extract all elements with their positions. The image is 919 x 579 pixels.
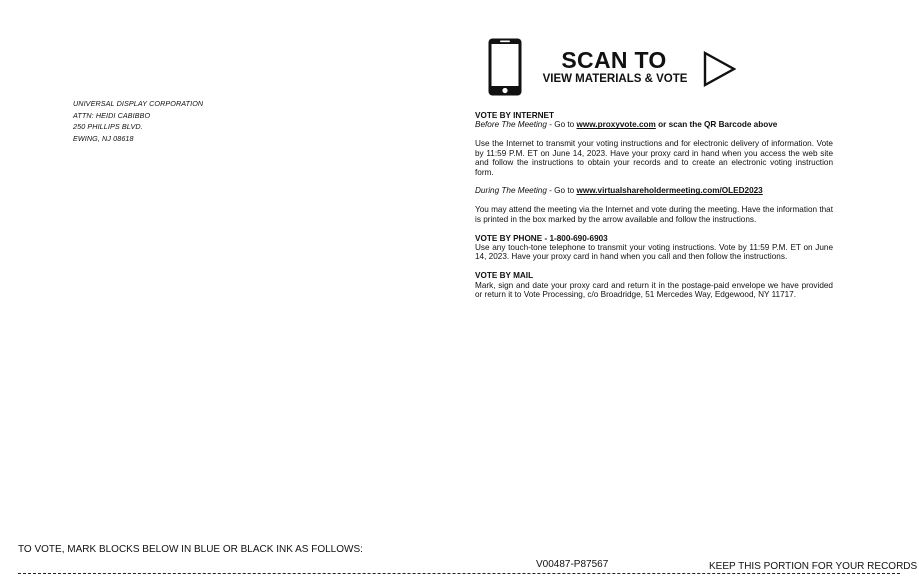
before-meeting-goto: - Go to [546, 120, 577, 130]
during-meeting-body: You may attend the meeting via the Internet and vote during the meeting. Have the information that is printed in the box marked by the arrow available and follow the instructions. [475, 205, 833, 224]
keep-portion-text: KEEP THIS PORTION FOR YOUR RECORDS [709, 561, 918, 572]
address-line-street: 250 PHILLIPS BLVD. [73, 122, 143, 131]
detach-line [18, 573, 900, 574]
proxyvote-link[interactable]: www.proxyvote.com [576, 120, 656, 130]
play-arrow-icon [703, 51, 736, 87]
internet-body: Use the Internet to transmit your voting instructions and for electronic delivery of information. Vote by 11:59 P.M. ET on June 14, 2023. Have your proxy card in hand when you access the web site and follow the instructions to obtain your records and to create an electronic voting instruction form. [475, 139, 833, 177]
voting-instructions [475, 111, 833, 300]
before-meeting-line [475, 120, 833, 129]
during-meeting-label: During The Meeting [475, 186, 547, 196]
during-meeting-goto: - Go to [546, 186, 577, 196]
smartphone-icon [487, 37, 523, 97]
address-line-company: UNIVERSAL DISPLAY CORPORATION [73, 99, 204, 108]
address-line-attn: ATTN: HEIDI CABIBBO [73, 110, 151, 120]
address-line-city: EWING, NJ 08618 [73, 133, 134, 143]
before-meeting-label: Before The Meeting [475, 120, 547, 130]
mail-heading: VOTE BY MAIL [475, 271, 534, 281]
internet-heading: VOTE BY INTERNET [475, 111, 555, 120]
vote-marking-instruction: TO VOTE, MARK BLOCKS BELOW IN BLUE OR BLACK INK AS FOLLOWS: [18, 544, 363, 555]
return-address [73, 98, 203, 144]
mail-body: Mark, sign and date your proxy card and return it in the postage-paid envelope we have provided or return it to Vote Processing, c/o Broadridge, 51 Mercedes Way, Edgewood, NY 11717. [475, 280, 833, 300]
phone-body: Use any touch-tone telephone to transmit your voting instructions. Vote by 11:59 P.M. ET on June 14, 2023. Have your proxy card in hand when you call and then follow the instructions. [475, 243, 833, 262]
before-meeting-suffix: or scan the QR Barcode above [655, 120, 778, 130]
control-number: V00487-P87567 [536, 559, 609, 570]
phone-heading: VOTE BY PHONE - 1-800-690-6903 [475, 233, 608, 243]
virtual-meeting-link[interactable]: www.virtualshareholdermeeting.com/OLED2023 [576, 186, 763, 196]
scan-title: SCAN TO [561, 47, 667, 73]
during-meeting-line [475, 186, 833, 195]
scan-subtitle: VIEW MATERIALS & VOTE [542, 73, 688, 85]
